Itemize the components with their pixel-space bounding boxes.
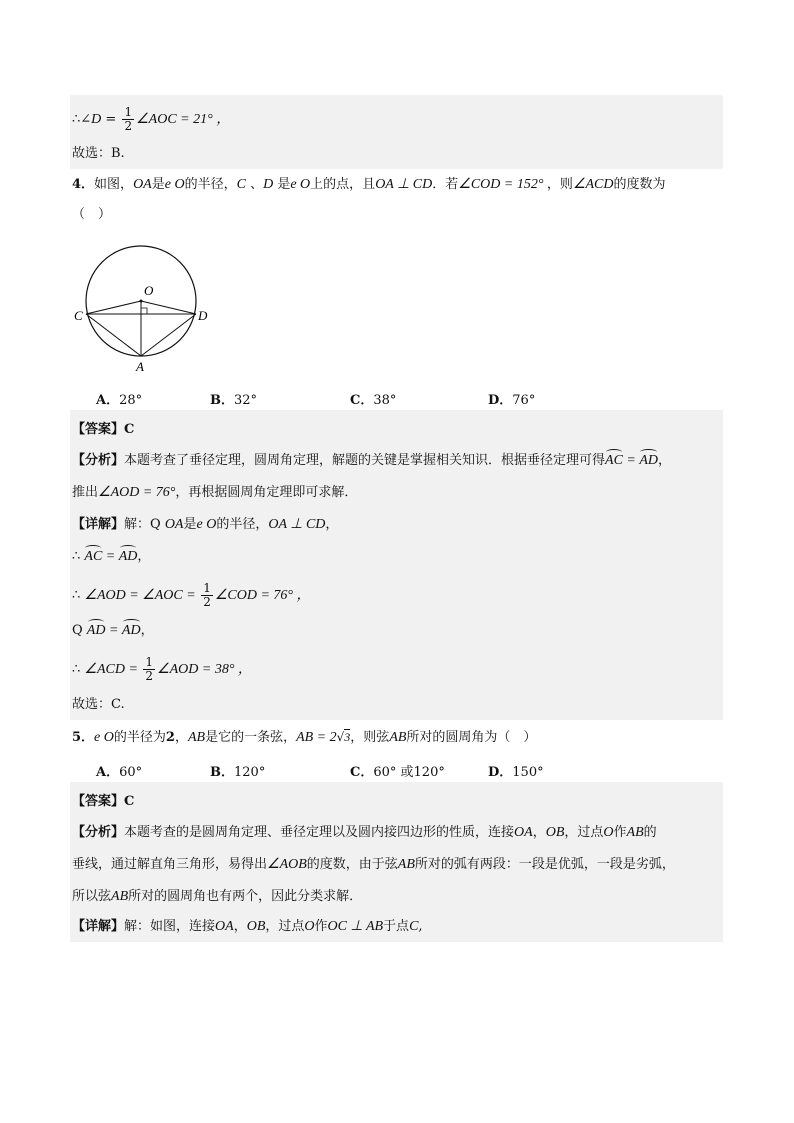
q5-option-b[interactable]: B．120° xyxy=(210,765,266,780)
fraction: $\frac{1}{2}$ xyxy=(203,581,211,609)
right-angle-mark xyxy=(141,308,147,314)
q4-answer: 【答案】C xyxy=(72,422,135,437)
q4-stem: 4．如图，OA是e O的半径，C 、D 是e O上的点，且OA ⊥ CD．若∠COD = 152° ，则∠ACD的度数为 xyxy=(72,177,666,192)
q4-step3: ∴ ∠AOD = ∠AOC = $\frac{1}{2}$ ∠COD = 76° ， xyxy=(72,581,311,609)
q4-detail-line1: 【详解】解：Q OA是e O的半径，OA ⊥ CD， xyxy=(72,517,339,532)
q5-answer: 【答案】C xyxy=(72,794,135,809)
chord-da xyxy=(141,314,196,356)
label-a: A xyxy=(136,359,144,374)
q4-paren: （ ） xyxy=(72,207,112,222)
fraction: $\frac{1}{2}$ xyxy=(145,655,154,683)
q5-analysis-line1: 【分析】本题考查的是圆周角定理、垂径定理以及圆内接四边形的性质，连接OA，OB，过点O作AB的 xyxy=(72,825,657,840)
q4-option-b[interactable]: B．32° xyxy=(210,393,258,408)
label-c: C xyxy=(74,308,83,323)
q5-analysis-line2: 垂线，通过解直角三角形，易得出∠AOB的度数，由于弦AB所对的弧有两段：一段是优弧，一段是劣弧， xyxy=(72,857,675,872)
q4-circle-figure xyxy=(72,240,222,380)
q4-option-a[interactable]: A．28° xyxy=(96,393,143,408)
label-o: O xyxy=(144,283,154,298)
q5-option-c[interactable]: C．60° 或120° xyxy=(350,765,445,780)
label-d: D xyxy=(198,308,208,323)
q5-option-d[interactable]: D．150° xyxy=(488,765,544,780)
q5-option-a[interactable]: A．60° xyxy=(96,765,143,780)
center-dot xyxy=(140,300,143,303)
q4-analysis-line1: 【分析】本题考查了垂径定理，圆周角定理，解题的关键是掌握相关知识．根据垂径定理可得AC = AD， xyxy=(72,453,672,468)
q4-step2: ∴ AC = AD， xyxy=(72,549,151,564)
chord-ca xyxy=(86,314,141,356)
q4-option-c[interactable]: C．38° xyxy=(350,393,397,408)
q4-step5: ∴ ∠ACD = $\frac{1}{2}$ ∠AOD = 38° ， xyxy=(72,655,252,683)
q5-analysis-line3: 所以弦AB所对的圆周角也有两个，因此分类求解． xyxy=(72,889,363,904)
q4-option-d[interactable]: D．76° xyxy=(488,393,536,408)
fraction: $\frac{1}{2}$ xyxy=(124,105,133,133)
q4-choice-line: 故选：C. xyxy=(72,697,125,712)
prev-step-line: ∴∠D = $\frac{1}{2}$ ∠AOC = 21° ， xyxy=(72,105,231,133)
q5-detail-line1: 【详解】解：如图，连接OA，OB，过点O作OC ⊥ AB于点C, xyxy=(72,919,423,934)
q4-analysis-line2: 推出∠AOD = 76°，再根据圆周角定理即可求解． xyxy=(72,485,358,500)
q4-step4: Q AD = AD， xyxy=(72,623,154,638)
sqrt-sign: √ xyxy=(336,730,345,744)
radius-od xyxy=(141,301,196,314)
q5-stem: 5．e O的半径为2，AB是它的一条弦，AB = 2√3，则弦AB所对的圆周角为（ ） xyxy=(72,730,537,745)
radius-oc xyxy=(86,301,141,314)
prev-choice-line: 故选：B. xyxy=(72,146,125,161)
